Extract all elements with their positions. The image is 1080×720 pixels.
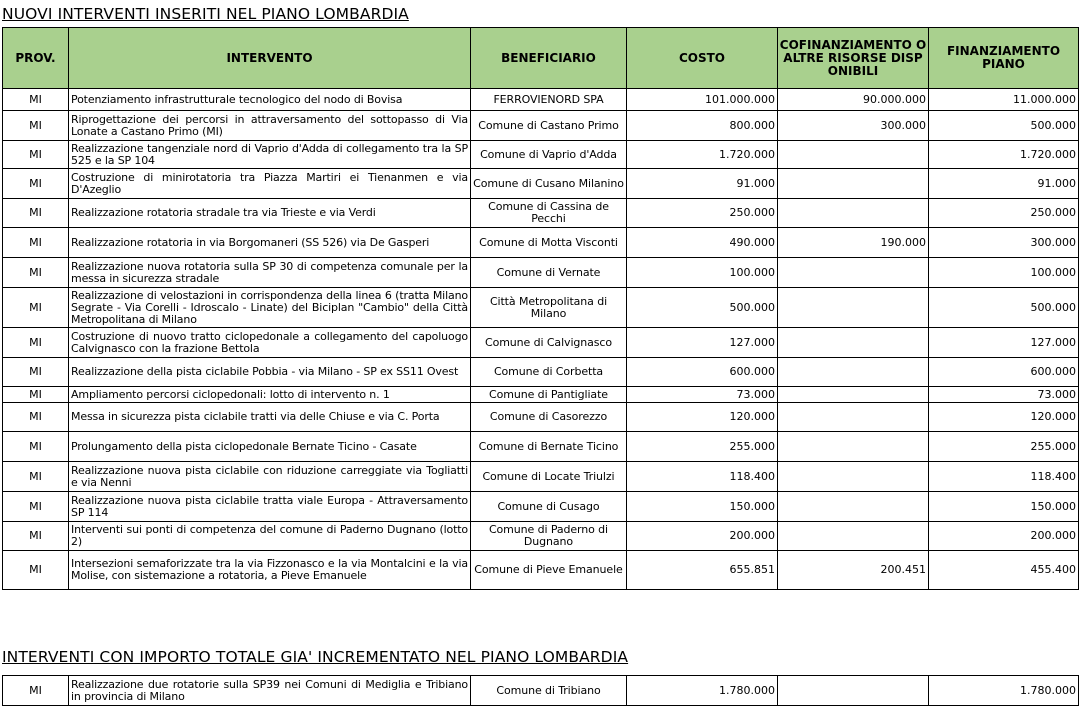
table-row	[3, 676, 1079, 706]
cell-finanziamento: 200.000	[929, 522, 1079, 551]
cell-finanziamento: 1.780.000	[929, 676, 1079, 706]
cell-prov: MI	[3, 403, 69, 432]
table-row	[3, 551, 1079, 590]
cell-prov: MI	[3, 199, 69, 228]
cell-beneficiario: Comune di Corbetta	[471, 358, 627, 387]
cell-costo: 600.000	[627, 358, 778, 387]
cell-beneficiario: FERROVIENORD SPA	[471, 89, 627, 111]
section-title-new-interventions: NUOVI INTERVENTI INSERITI NEL PIANO LOMBARDIA	[2, 5, 409, 23]
cell-cofinanziamento	[778, 328, 929, 358]
cell-beneficiario: Comune di Cusano Milanino	[471, 169, 627, 199]
table-header-row	[3, 28, 1079, 89]
cell-finanziamento: 255.000	[929, 432, 1079, 462]
cell-prov: MI	[3, 111, 69, 141]
cell-finanziamento: 1.720.000	[929, 141, 1079, 169]
cell-costo: 101.000.000	[627, 89, 778, 111]
cell-finanziamento: 500.000	[929, 288, 1079, 328]
cell-costo: 655.851	[627, 551, 778, 590]
cell-prov: MI	[3, 551, 69, 590]
cell-beneficiario: Comune di Cusago	[471, 492, 627, 522]
cell-prov: MI	[3, 228, 69, 258]
cell-prov: MI	[3, 328, 69, 358]
cell-intervento: Costruzione di nuovo tratto ciclopedonale a collegamento del capoluogo Calvignasco con la frazione Bettola	[69, 328, 471, 358]
cell-cofinanziamento	[778, 358, 929, 387]
cell-cofinanziamento	[778, 432, 929, 462]
cell-finanziamento: 127.000	[929, 328, 1079, 358]
cell-beneficiario: Comune di Vaprio d'Adda	[471, 141, 627, 169]
cell-finanziamento: 500.000	[929, 111, 1079, 141]
cell-costo: 250.000	[627, 199, 778, 228]
table-row	[3, 199, 1079, 228]
cell-beneficiario: Comune di Calvignasco	[471, 328, 627, 358]
cell-cofinanziamento	[778, 169, 929, 199]
table-row	[3, 288, 1079, 328]
header-cofinanziamento: COFINANZIAMENTO O ALTRE RISORSE DISPONIBILI	[778, 28, 929, 89]
cell-cofinanziamento	[778, 258, 929, 288]
cell-finanziamento: 300.000	[929, 228, 1079, 258]
table-row	[3, 403, 1079, 432]
cell-finanziamento: 455.400	[929, 551, 1079, 590]
cell-costo: 255.000	[627, 432, 778, 462]
table-row	[3, 328, 1079, 358]
cell-cofinanziamento: 300.000	[778, 111, 929, 141]
section-title-incremented-interventions: INTERVENTI CON IMPORTO TOTALE GIA' INCREMENTATO NEL PIANO LOMBARDIA	[2, 648, 629, 666]
cell-prov: MI	[3, 288, 69, 328]
cell-costo: 200.000	[627, 522, 778, 551]
cell-intervento: Realizzazione di velostazioni in corrispondenza della linea 6 (tratta Milano Segrate - Via Corelli - Idroscalo - Linate) del Biciplan "Cambio" della Città Metropolitana di Milano	[69, 288, 471, 328]
table-row	[3, 462, 1079, 492]
cell-beneficiario: Comune di Motta Visconti	[471, 228, 627, 258]
cell-costo: 150.000	[627, 492, 778, 522]
cell-finanziamento: 118.400	[929, 462, 1079, 492]
cell-cofinanziamento	[778, 492, 929, 522]
header-prov: PROV.	[3, 28, 69, 89]
cell-intervento: Riprogettazione dei percorsi in attraversamento del sottopasso di Via Lonate a Castano Primo (MI)	[69, 111, 471, 141]
cell-finanziamento: 11.000.000	[929, 89, 1079, 111]
cell-intervento: Realizzazione nuova rotatoria sulla SP 30 di competenza comunale per la messa in sicurezza stradale	[69, 258, 471, 288]
cell-finanziamento: 600.000	[929, 358, 1079, 387]
cell-intervento: Messa in sicurezza pista ciclabile tratti via delle Chiuse e via C. Porta	[69, 403, 471, 432]
cell-beneficiario: Comune di Castano Primo	[471, 111, 627, 141]
table-row	[3, 141, 1079, 169]
cell-finanziamento: 150.000	[929, 492, 1079, 522]
cell-prov: MI	[3, 676, 69, 706]
cell-intervento: Realizzazione nuova pista ciclabile con riduzione carreggiate via Togliatti e via Nenni	[69, 462, 471, 492]
cell-prov: MI	[3, 462, 69, 492]
cell-beneficiario: Comune di Locate Triulzi	[471, 462, 627, 492]
cell-cofinanziamento	[778, 141, 929, 169]
cell-intervento: Ampliamento percorsi ciclopedonali: lotto di intervento n. 1	[69, 387, 471, 403]
cell-beneficiario: Comune di Cassina de Pecchi	[471, 199, 627, 228]
cell-cofinanziamento	[778, 403, 929, 432]
cell-costo: 1.720.000	[627, 141, 778, 169]
cell-costo: 73.000	[627, 387, 778, 403]
cell-costo: 118.400	[627, 462, 778, 492]
cell-finanziamento: 250.000	[929, 199, 1079, 228]
cell-cofinanziamento	[778, 462, 929, 492]
cell-beneficiario: Comune di Vernate	[471, 258, 627, 288]
cell-costo: 120.000	[627, 403, 778, 432]
header-costo: COSTO	[627, 28, 778, 89]
cell-intervento: Intersezioni semaforizzate tra la via Fizzonasco e la via Montalcini e la via Molise, con sistemazione a rotatoria, a Pieve Emanuele	[69, 551, 471, 590]
cell-beneficiario: Comune di Pantigliate	[471, 387, 627, 403]
cell-costo: 127.000	[627, 328, 778, 358]
cell-costo: 500.000	[627, 288, 778, 328]
cell-intervento: Potenziamento infrastrutturale tecnologico del nodo di Bovisa	[69, 89, 471, 111]
cell-finanziamento: 100.000	[929, 258, 1079, 288]
cell-prov: MI	[3, 258, 69, 288]
incremented-interventions-table	[2, 675, 1079, 706]
cell-cofinanziamento: 90.000.000	[778, 89, 929, 111]
cell-prov: MI	[3, 141, 69, 169]
cell-cofinanziamento	[778, 522, 929, 551]
cell-beneficiario: Comune di Tribiano	[471, 676, 627, 706]
cell-intervento: Realizzazione rotatoria stradale tra via Trieste e via Verdi	[69, 199, 471, 228]
table-row	[3, 522, 1079, 551]
table-row	[3, 258, 1079, 288]
cell-intervento: Realizzazione tangenziale nord di Vaprio d'Adda di collegamento tra la SP 525 e la SP 104	[69, 141, 471, 169]
cell-finanziamento: 120.000	[929, 403, 1079, 432]
cell-cofinanziamento: 190.000	[778, 228, 929, 258]
cell-beneficiario: Comune di Paderno di Dugnano	[471, 522, 627, 551]
cell-cofinanziamento	[778, 387, 929, 403]
cell-intervento: Interventi sui ponti di competenza del comune di Paderno Dugnano (lotto 2)	[69, 522, 471, 551]
header-intervento: INTERVENTO	[69, 28, 471, 89]
cell-cofinanziamento	[778, 288, 929, 328]
header-finanziamento: FINANZIAMENTO PIANO	[929, 28, 1079, 89]
cell-cofinanziamento	[778, 199, 929, 228]
cell-cofinanziamento: 200.451	[778, 551, 929, 590]
cell-costo: 800.000	[627, 111, 778, 141]
cell-intervento: Prolungamento della pista ciclopedonale Bernate Ticino - Casate	[69, 432, 471, 462]
cell-prov: MI	[3, 492, 69, 522]
cell-prov: MI	[3, 169, 69, 199]
cell-beneficiario: Comune di Pieve Emanuele	[471, 551, 627, 590]
table-row	[3, 358, 1079, 387]
cell-prov: MI	[3, 89, 69, 111]
cell-finanziamento: 73.000	[929, 387, 1079, 403]
table-row	[3, 169, 1079, 199]
cell-intervento: Realizzazione della pista ciclabile Pobbia - via Milano - SP ex SS11 Ovest	[69, 358, 471, 387]
table-row	[3, 89, 1079, 111]
cell-intervento: Realizzazione due rotatorie sulla SP39 nei Comuni di Mediglia e Tribiano in provincia di Milano	[69, 676, 471, 706]
cell-beneficiario: Comune di Casorezzo	[471, 403, 627, 432]
cell-intervento: Costruzione di minirotatoria tra Piazza Martiri ei Tienanmen e via D'Azeglio	[69, 169, 471, 199]
table-row	[3, 111, 1079, 141]
cell-finanziamento: 91.000	[929, 169, 1079, 199]
cell-prov: MI	[3, 522, 69, 551]
table-row	[3, 492, 1079, 522]
cell-cofinanziamento	[778, 676, 929, 706]
cell-prov: MI	[3, 358, 69, 387]
header-beneficiario: BENEFICIARIO	[471, 28, 627, 89]
cell-costo: 100.000	[627, 258, 778, 288]
cell-beneficiario: Comune di Bernate Ticino	[471, 432, 627, 462]
cell-intervento: Realizzazione rotatoria in via Borgomaneri (SS 526) via De Gasperi	[69, 228, 471, 258]
table-row	[3, 387, 1079, 403]
cell-costo: 490.000	[627, 228, 778, 258]
cell-prov: MI	[3, 432, 69, 462]
cell-prov: MI	[3, 387, 69, 403]
cell-intervento: Realizzazione nuova pista ciclabile tratta viale Europa - Attraversamento SP 114	[69, 492, 471, 522]
cell-costo: 1.780.000	[627, 676, 778, 706]
cell-beneficiario: Città Metropolitana di Milano	[471, 288, 627, 328]
cell-costo: 91.000	[627, 169, 778, 199]
table-row	[3, 432, 1079, 462]
table-row	[3, 228, 1079, 258]
interventions-table	[2, 27, 1079, 590]
